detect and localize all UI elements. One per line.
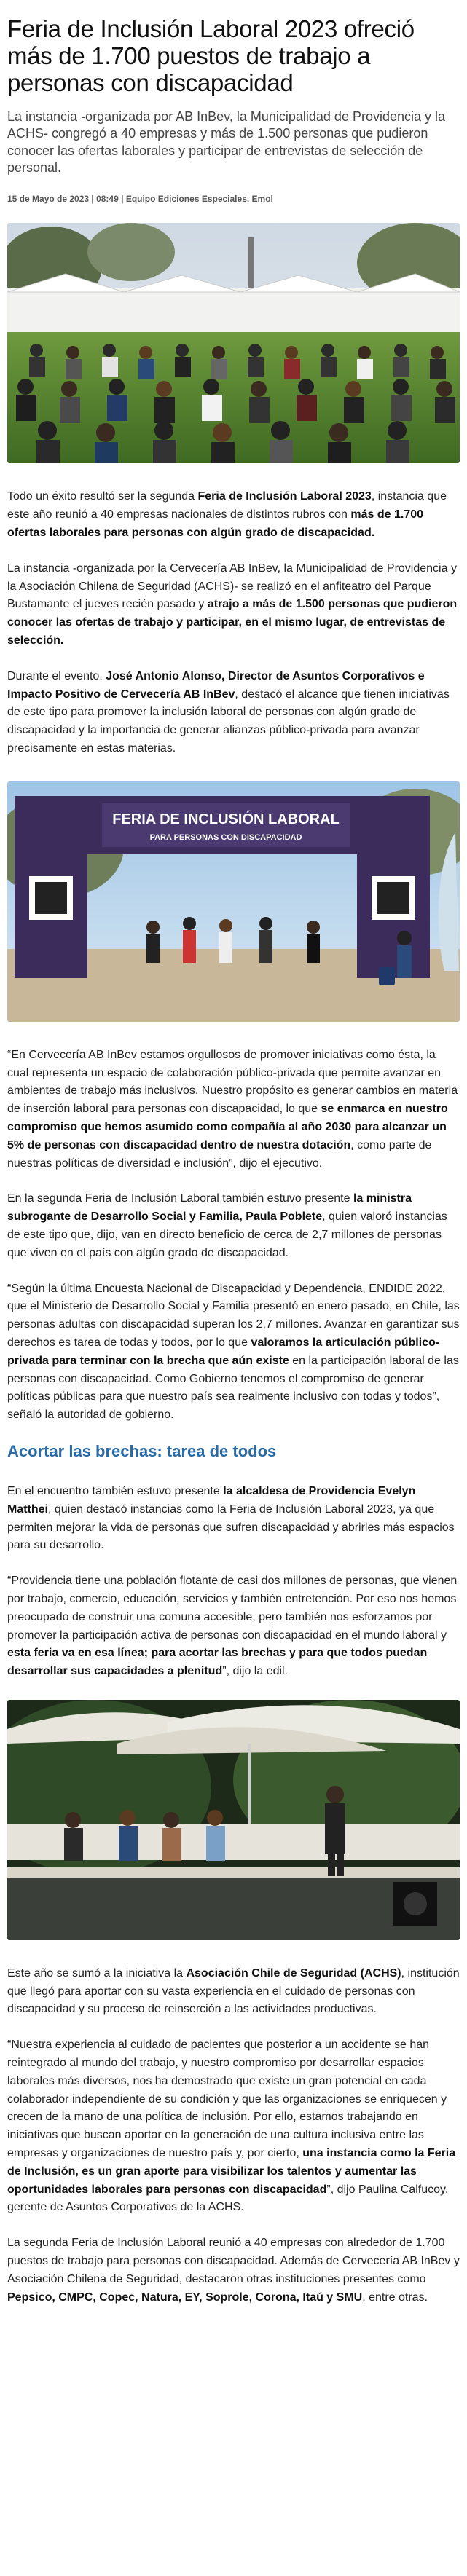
text-run: En la segunda Feria de Inclusión Laboral también estuvo presente [7, 1192, 353, 1205]
article-date: 15 de Mayo de 2023 | 08:49 | [7, 194, 124, 205]
text-run: “Providencia tiene una población flotante de casi dos millones de personas, que vienen por trabajo, comercio, educación, servicios y también entretención. Por eso nos hemos preocupado de construir una comuna accesible, pero también nos esforzamos por promover la participación activa de personas con discapacidad en el mundo laboral y [7, 1575, 458, 1642]
paragraph-10 [7, 2036, 460, 2217]
bold-text: valoramos la articulación público-privada para terminar con la brecha que aún existe [7, 1336, 440, 1367]
text-run: En el encuentro también estuvo presente [7, 1484, 224, 1497]
bold-text: la alcaldesa de Providencia Evelyn Matthei [7, 1484, 416, 1516]
text-run: , como parte de nuestras políticas de diversidad e inclusión”, dijo el ejecutivo. [7, 1138, 432, 1170]
banner-line-2: PARA PERSONAS CON DISCAPACIDAD [149, 832, 302, 842]
text-run: ”, dijo la edil. [222, 1665, 289, 1678]
photo-entrance [7, 781, 460, 1022]
text-run: , quien destacó instancias como la Feria de Inclusión Laboral 2023, ya que permiten mejorar la vida de personas que sufren discapacidad y abrirles más espacios para su desarrollo. [7, 1502, 455, 1552]
bold-text: una instancia como la Feria de Inclusión, es un gran aporte para visibilizar los talentos y aumentar las oportunidades laborales para personas con discapacidad [7, 2147, 456, 2196]
paragraph-3 [7, 668, 460, 758]
paragraph-1 [7, 488, 460, 542]
text-run: La instancia -organizada por la Cervecería AB InBev, la Municipalidad de Providencia y la Asociación Chilena de Seguridad (ACHS)- se realizó en el anfiteatro del Parque Bustamante el jueves recién pasado y [7, 562, 457, 611]
photo-panel [7, 1700, 460, 1940]
paragraph-6 [7, 1280, 460, 1425]
section-subheading: Acortar las brechas: tarea de todos [7, 1441, 277, 1460]
text-run: La segunda Feria de Inclusión Laboral reunió a 40 empresas con alrededor de 1.700 puestos de trabajo para personas con discapacidad. Además de Cervecería AB InBev y Asociación Chilena de Seguridad, destacaron otras instituciones presentes como [7, 2237, 460, 2285]
bold-text: Feria de Inclusión Laboral 2023 [197, 490, 372, 503]
text-run: , quien valoró instancias de este tipo que, dijo, van en directo beneficio de cerca de 2,7 millones de personas que viven en el país con algún grado de discapacidad. [7, 1210, 447, 1259]
article-title: Feria de Inclusión Laboral 2023 ofreció más de 1.700 puestos de trabajo a personas con discapacidad [7, 15, 415, 96]
paragraph-2 [7, 560, 460, 650]
article-lead: La instancia -organizada por AB InBev, la Municipalidad de Providencia y la ACHS- congregó a 40 empresas y más de 1.500 personas que pudieron conocer las ofertas laborales y participar de entrevistas de selección de personal. [7, 109, 446, 176]
text-run: ”, dijo Paulina Calfucoy, gerente de Asuntos Corporativos de la ACHS. [7, 2183, 449, 2214]
paragraph-8 [7, 1572, 460, 1681]
bold-text: Pepsico, CMPC, Copec, Natura, EY, Soprole, Corona, Itaú y SMU [7, 2291, 363, 2304]
text-run: “En Cervecería AB InBev estamos orgullosos de promover iniciativas como ésta, la cual representa un espacio de colaboración público-privada que permite avanzar en ambientes de trabajo más inclusivos. Nuestro propósito es generar cambios en materia de inserción laboral para personas con discapacidad, lo que [7, 1048, 458, 1116]
paragraph-11 [7, 2234, 460, 2307]
bold-text: Asociación Chile de Seguridad (ACHS) [186, 1966, 401, 1980]
text-run: , institución que llegó para aportar con su vasta experiencia en el cuidado de personas con discapacidad y su proceso de reinserción a las actividades productivas. [7, 1966, 460, 2016]
banner-line-1: FERIA DE INCLUSIÓN LABORAL [112, 811, 340, 827]
text-run: Este año se sumó a la iniciativa la [7, 1966, 187, 1980]
text-run: , destacó el alcance que tienen iniciativas de este tipo para promover la inclusión laboral de personas con algún grado de discapacidad y la importancia de generar alianzas público-privada para avanzar precisamente en estas materias. [7, 688, 450, 755]
text-run: , instancia que este año reunió a 40 empresas nacionales de distintos rubros con [7, 490, 447, 521]
paragraph-7 [7, 1483, 460, 1555]
paragraph-9 [7, 1965, 460, 2019]
text-run: “Según la última Encuesta Nacional de Discapacidad y Dependencia, ENDIDE 2022, que el Ministerio de Desarrollo Social y Familia presentó en enero pasado, en Chile, las personas adultas con discapacidad superan los 2,7 millones. Avanzar en garantizar sus derechos es tarea de todas y todos, por lo que [7, 1282, 460, 1349]
text-run: Durante el evento, [7, 669, 106, 682]
paragraph-5 [7, 1190, 460, 1262]
bold-text: José Antonio Alonso, Director de Asuntos Corporativos e Impacto Positivo de Cervecería AB InBev [7, 669, 425, 701]
bold-text: esta feria va en esa línea; para acortar las brechas y para que todos puedan desarrollar sus capacidades a plenitud [7, 1647, 428, 1678]
bold-text: la ministra subrogante de Desarrollo Social y Familia, Paula Poblete [7, 1192, 412, 1224]
text-run: en la participación laboral de las personas con discapacidad. Como Gobierno tenemos el compromiso de generar políticas públicas para que nuestro país sea realmente inclusivo con todas y todos”, señaló la autoridad de gobierno. [7, 1354, 459, 1422]
article-author: Equipo Ediciones Especiales, Emol [125, 194, 273, 205]
photo-audience [7, 223, 460, 463]
bold-text: se enmarca en nuestro compromiso que hemos asumido como compañía al año 2030 para alcanzar un 5% de personas con discapacidad dentro de nuestra dotación [7, 1103, 448, 1151]
text-run: Todo un éxito resultó ser la segunda [7, 490, 198, 503]
bold-text: atrajo a más de 1.500 personas que pudieron conocer las ofertas de trabajo y participar, en el mismo lugar, de entrevistas de selección. [7, 598, 458, 647]
bold-text: más de 1.700 ofertas laborales para personas con algún grado de discapacidad. [7, 508, 424, 540]
text-run: “Nuestra experiencia al cuidado de pacientes que posterior a un accidente se han reintegrado al mundo del trabajo, y nuestro compromiso por desarrollar espacios laborales más diversos, nos ha demostrado que existe un gran potencial en cada colaborador independiente de su condición y que las organizaciones se enriquecen y crecen de la mano de una política de inclusión. Por ello, estamos trabajando en iniciativas que buscan aportar en la generación de una cultura inclusiva entre las empresas y organizaciones de nuestro país y, por cierto, [7, 2039, 447, 2160]
paragraph-4 [7, 1047, 460, 1173]
text-run: , entre otras. [362, 2291, 428, 2304]
article-meta [7, 194, 460, 204]
